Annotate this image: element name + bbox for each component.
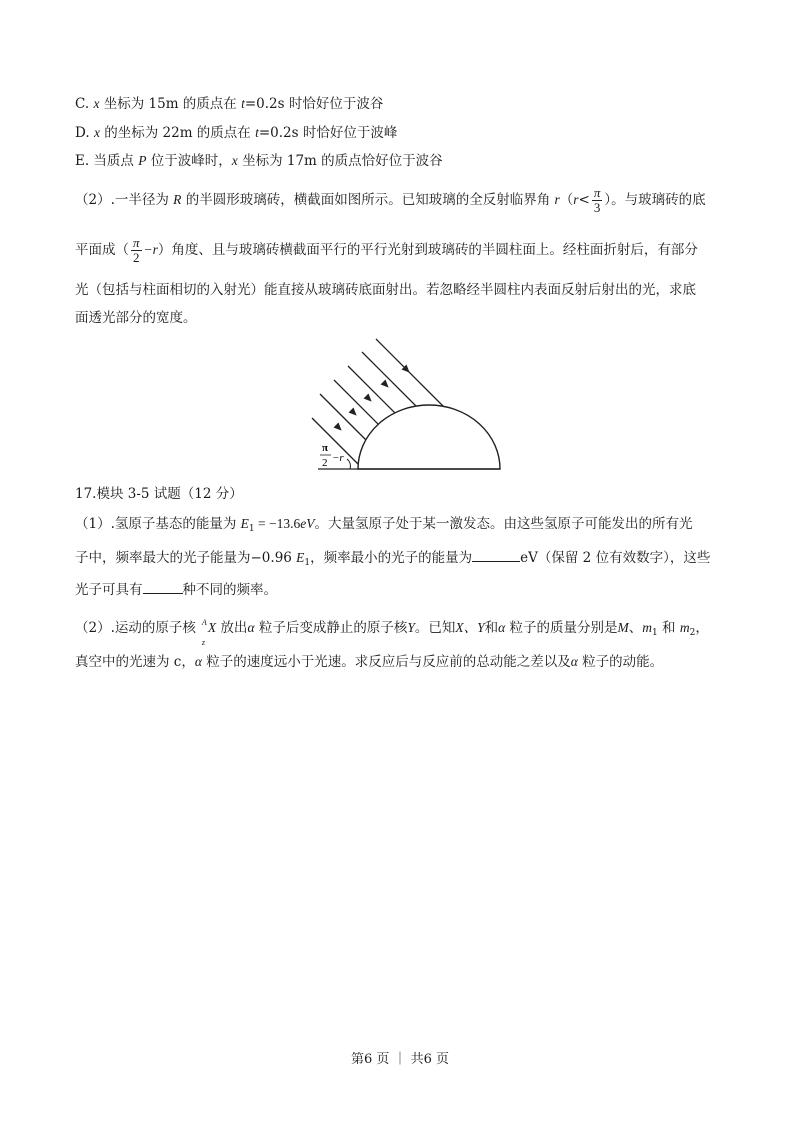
- angle-label-num: π: [322, 442, 329, 454]
- q2-line4: [75, 308, 197, 328]
- option-d: [75, 123, 397, 143]
- text: ，: [695, 620, 709, 636]
- arrow-head: [349, 408, 360, 419]
- var-r: r: [554, 192, 560, 207]
- frac-den: 3: [593, 200, 601, 215]
- var-E: E: [296, 550, 305, 565]
- arrow-head: [364, 394, 375, 405]
- alpha-symbol: α: [570, 654, 578, 669]
- var-m2: m: [679, 620, 690, 635]
- unit-ev: eV: [300, 516, 315, 531]
- text: （: [559, 192, 574, 208]
- q17-q2-line1: [75, 617, 709, 647]
- value: = −13.6: [254, 516, 301, 531]
- text: 真空中的光速为 c，: [75, 654, 195, 670]
- text: 的坐标为 22m 的质点在: [99, 125, 256, 141]
- text: （2）.运动的原子核: [75, 620, 196, 636]
- q17-title: [75, 484, 243, 504]
- angle-label-den: 2: [322, 457, 328, 469]
- text: （2）.一半径为: [75, 192, 174, 208]
- text: 和: [484, 620, 499, 636]
- text: 坐标为 17m 的质点恰好位于波谷: [237, 153, 443, 169]
- text: 平面成（: [75, 242, 129, 258]
- text: 粒子后变成静止的原子核: [254, 620, 408, 636]
- text: 粒子的速度远小于光速。求反应后与反应前的总动能之差以及: [201, 654, 571, 670]
- alpha-symbol: α: [194, 654, 202, 669]
- subscript: 1: [652, 628, 658, 638]
- var-R: R: [173, 192, 182, 207]
- q2-line1: [75, 186, 706, 215]
- text: 子中，频率最大的光子能量为−0.96: [75, 550, 297, 566]
- subscript: 2: [689, 628, 696, 638]
- text: 坐标为 15m 的质点在: [99, 96, 242, 112]
- arrow-head: [381, 380, 392, 391]
- section-title: 17.模块 3-5 试题（12 分）: [75, 486, 243, 502]
- q2-line2: [75, 236, 698, 265]
- var-t: t: [255, 125, 259, 140]
- subscript: 1: [248, 524, 255, 534]
- var-XY: X、Y: [455, 620, 485, 635]
- alpha-symbol: α: [247, 620, 255, 635]
- text: 光（包括与柱面相切的入射光）能直接从玻璃砖底面射出。若忽略经半圆柱内表面反射后射出的光，求底: [75, 282, 696, 298]
- semicircle-glass-figure: [300, 330, 510, 475]
- text: 放出: [216, 620, 248, 636]
- var-m1: m: [642, 620, 652, 635]
- var-X: X: [207, 620, 217, 635]
- q17-p1: [75, 514, 693, 539]
- atomic-number: z: [201, 637, 206, 647]
- text: 和: [657, 620, 680, 636]
- var-P: P: [138, 153, 147, 168]
- page-footer: [0, 1048, 800, 1067]
- frac-den: 2: [133, 250, 140, 265]
- var-x: x: [93, 96, 100, 111]
- q17-p3: [75, 580, 277, 600]
- var-E: E: [240, 516, 249, 531]
- option-c-label: C.: [75, 96, 94, 112]
- text: <: [578, 192, 590, 208]
- text: ，频率最小的光子的能量为: [310, 550, 473, 566]
- subscript: 1: [304, 558, 311, 568]
- mass-number: A: [201, 617, 207, 627]
- text: ）。与玻璃砖的底: [604, 192, 706, 208]
- text: 。已知: [414, 620, 456, 636]
- text: 粒子的质量分别是: [505, 620, 618, 636]
- option-e-label: E. 当质点: [75, 153, 139, 169]
- q17-p2: [75, 548, 710, 573]
- q2-line3: [75, 280, 696, 300]
- var-Y: Y: [407, 620, 415, 635]
- semicircle-glass: [358, 405, 500, 469]
- text: 面透光部分的宽度。: [75, 310, 197, 326]
- text: 、: [628, 620, 643, 636]
- option-d-label: D.: [75, 125, 94, 141]
- minus-r: −r: [143, 242, 158, 257]
- var-t: t: [241, 96, 245, 111]
- text: （1）.氢原子基态的能量为: [75, 516, 241, 532]
- var-r: r: [573, 192, 579, 207]
- text: 的半圆形玻璃砖，横截面如图所示。已知玻璃的全反射临界角: [181, 192, 555, 208]
- var-M: M: [617, 620, 629, 635]
- frac-num: π: [133, 235, 140, 250]
- text: 光子可具有: [75, 582, 143, 598]
- text: eV（保留 2 位有效数字），这些: [520, 550, 711, 566]
- var-x: x: [93, 125, 100, 140]
- text: =0.2s 时恰好位于波谷: [244, 96, 384, 112]
- q17-q2-line2: [75, 652, 663, 672]
- fraction-pi-over-3: [592, 186, 603, 215]
- alpha-symbol: α: [498, 620, 506, 635]
- text: 种不同的频率。: [182, 582, 277, 598]
- nuclide-notation: [196, 617, 208, 647]
- text: =0.2s 时恰好位于波峰: [258, 125, 398, 141]
- frac-num: π: [593, 185, 601, 200]
- angle-label-r: −r: [332, 452, 344, 464]
- text: 。大量氢原子处于某一激发态。由这些氢原子可能发出的所有光: [314, 516, 693, 532]
- angle-arc: [347, 459, 350, 469]
- answer-blank[interactable]: [472, 549, 520, 562]
- text: 位于波峰时，: [146, 153, 232, 169]
- arrow-head: [334, 423, 345, 434]
- page-number: 第6 页 ｜ 共6 页: [350, 1052, 450, 1067]
- option-c: [75, 94, 383, 114]
- var-x: x: [231, 153, 238, 168]
- option-e: [75, 151, 443, 171]
- text: ）角度、且与玻璃砖横截面平行的平行光射到玻璃砖的半圆柱面上。经柱面折射后，有部分: [157, 242, 698, 258]
- fraction-pi-over-2: [131, 236, 142, 265]
- answer-blank[interactable]: [143, 581, 183, 594]
- text: 粒子的动能。: [577, 654, 664, 670]
